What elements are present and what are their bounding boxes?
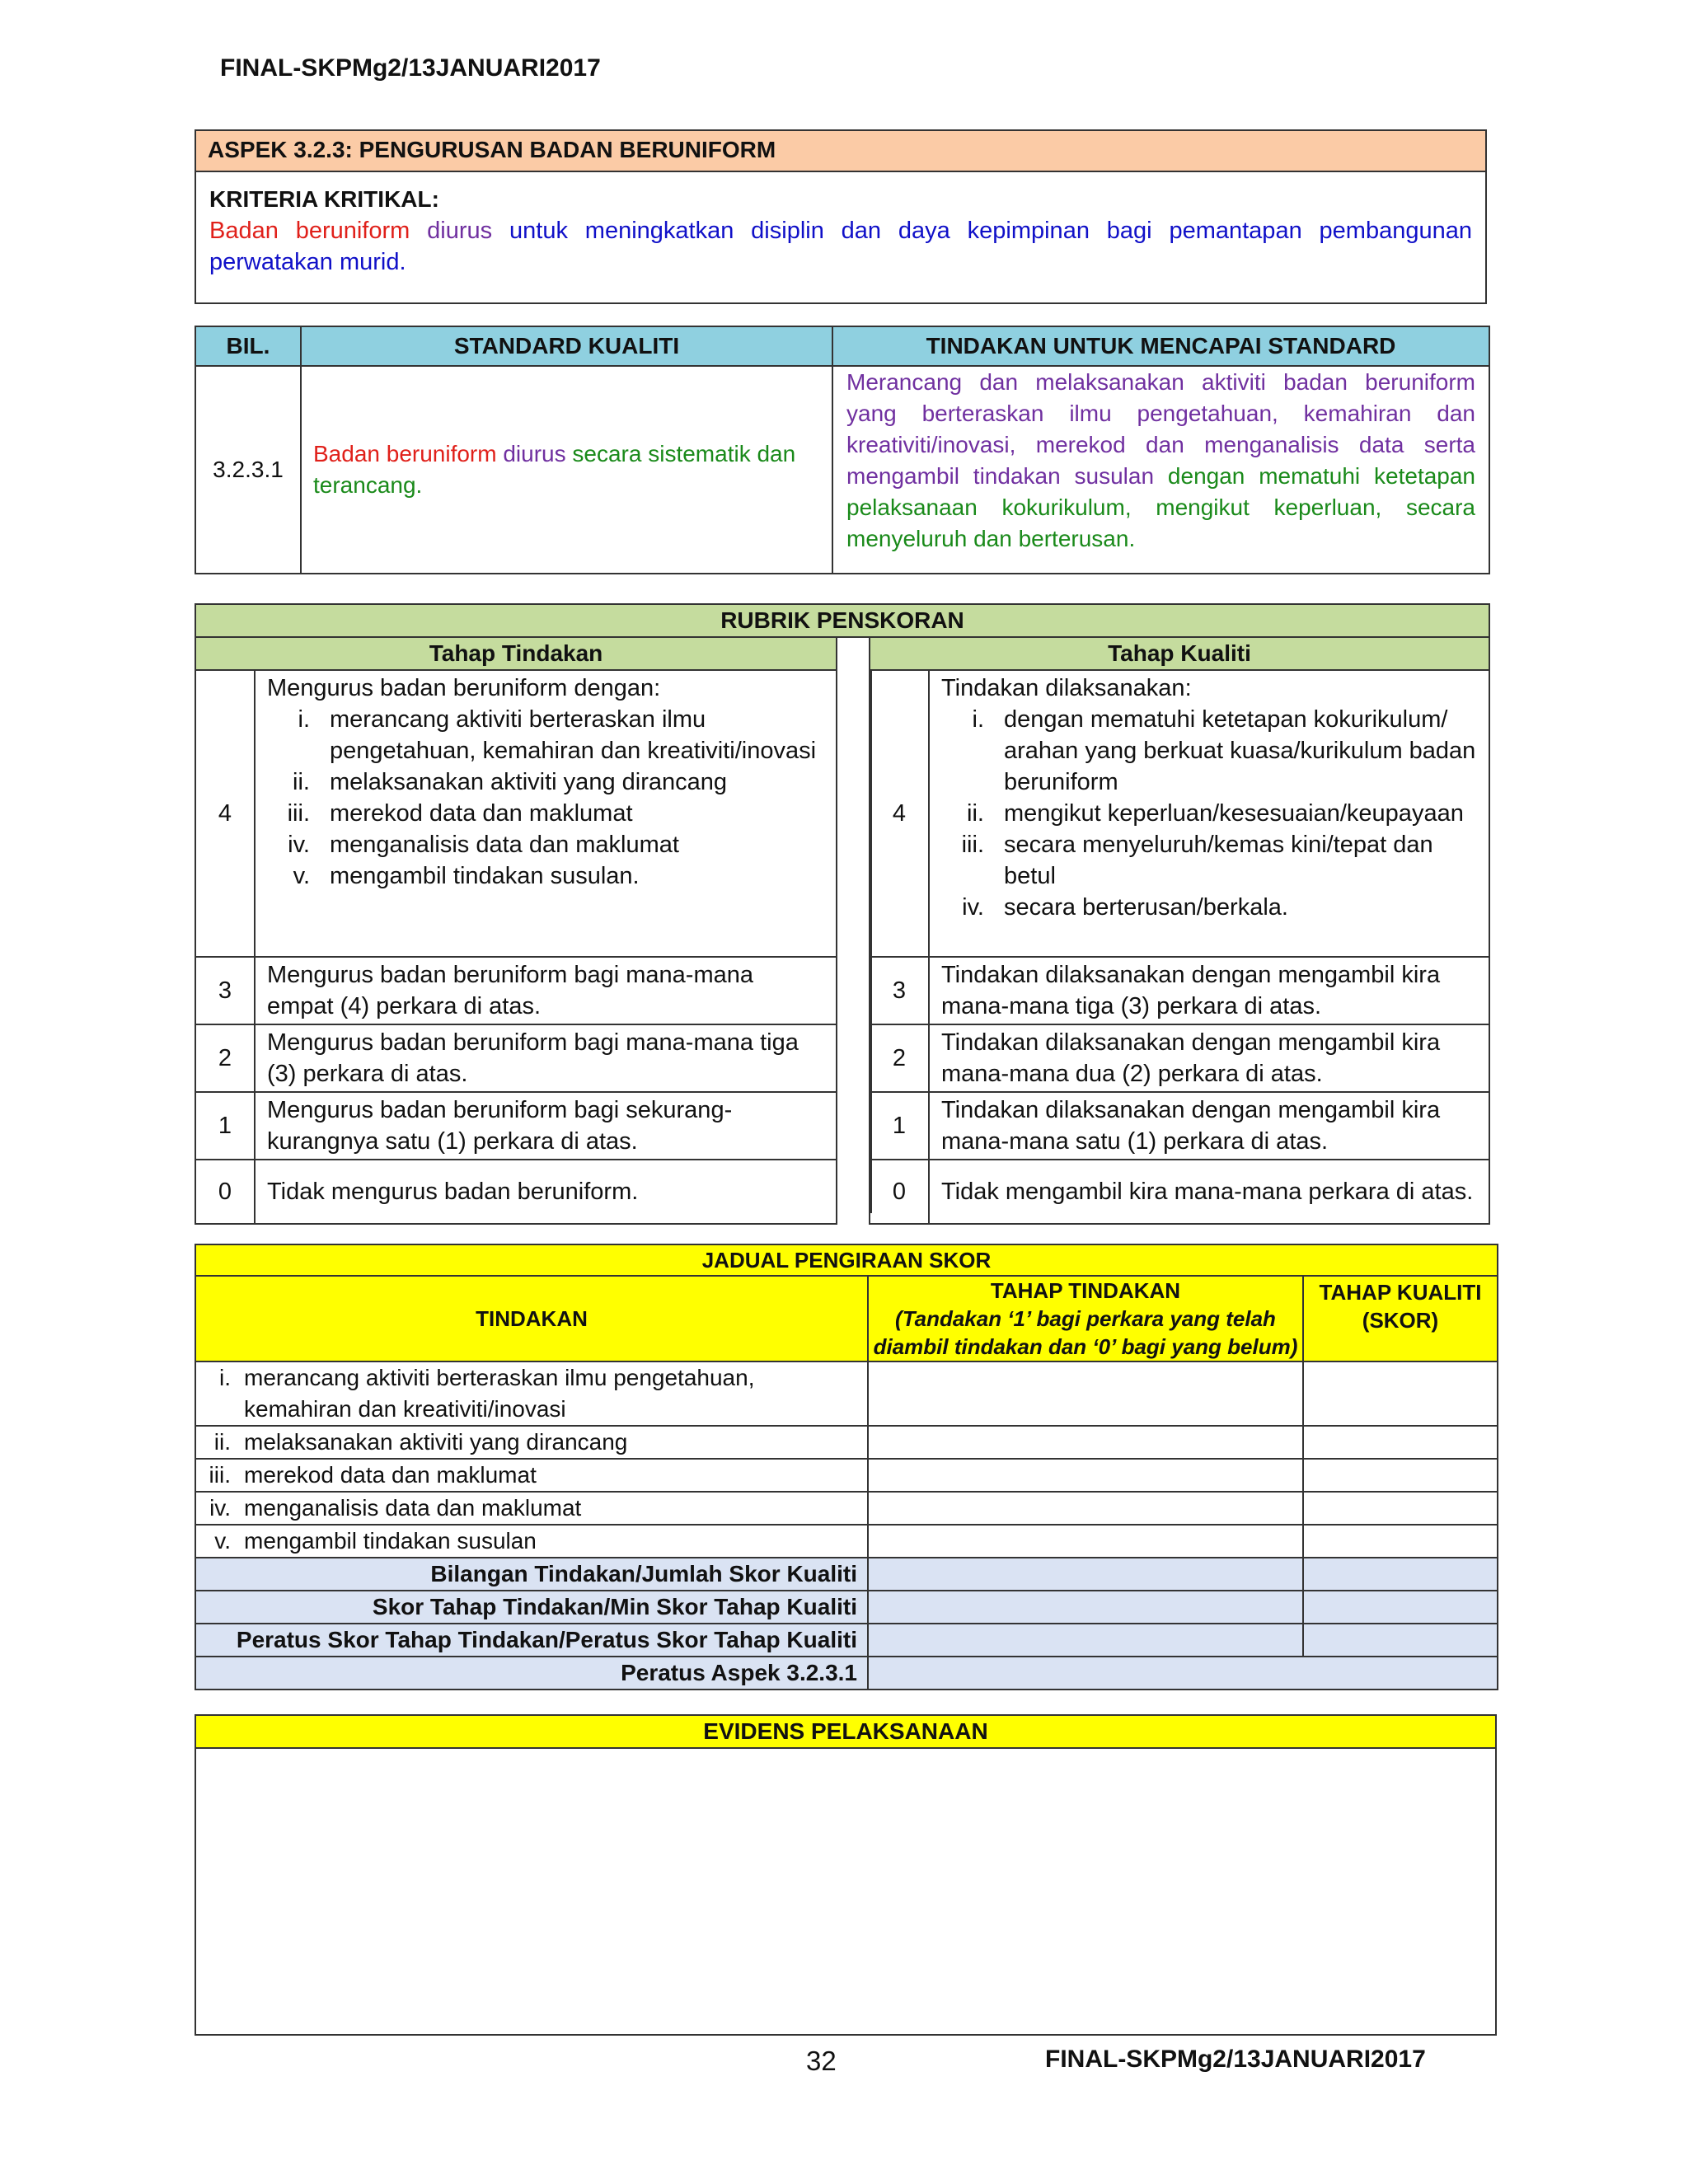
rubrik-list-item: iii. merekod data dan maklumat xyxy=(287,800,633,827)
tahap-kualiti-header: Tahap Kualiti xyxy=(870,637,1489,670)
document-header: FINAL-SKPMg2/13JANUARI2017 xyxy=(220,54,601,82)
score-cell[interactable] xyxy=(868,1361,1303,1426)
tahap-tindakan-header: Tahap Tindakan xyxy=(195,637,837,670)
score-cell[interactable] xyxy=(868,1591,1303,1624)
tindakan-text: Merancang dan melaksanakan aktiviti badan beruniform yang berteraskan ilmu pengetahuan, kemahiran dan kreativiti/inovasi, merekod dan menganalisis data serta mengambil tindakan susulan dengan mematuhi ketetapan pelaksanaan kokurikulum, mengikut keperluan, secara menyeluruh dan berterusan. xyxy=(832,366,1489,574)
document-footer: FINAL-SKPMg2/13JANUARI2017 xyxy=(1045,2046,1426,2073)
table-row: ii. melaksanakan aktiviti yang dirancang xyxy=(195,1426,1498,1459)
rubrik-gap xyxy=(836,668,872,1213)
score-cell[interactable] xyxy=(1303,1525,1498,1558)
tindakan-level-3: Mengurus badan beruniform bagi mana-mana empat (4) perkara di atas. xyxy=(255,957,837,1024)
score-cell[interactable] xyxy=(1303,1591,1498,1624)
aspek-box xyxy=(195,129,1487,304)
rubrik-list-item: ii. melaksanakan aktiviti yang dirancang xyxy=(293,769,727,795)
table-row: iv. menganalisis data dan maklumat xyxy=(195,1492,1498,1525)
rubrik-list-item: iv. secara berterusan/berkala. xyxy=(962,894,1288,921)
score-cell[interactable] xyxy=(868,1459,1303,1492)
rubrik-list-item: i. dengan mematuhi ketetapan kokurikulum/ arahan yang berkuat kuasa/kurikulum badan beruniform xyxy=(972,706,1476,795)
evidens-box xyxy=(195,1714,1497,2036)
rubrik-list-item: v. mengambil tindakan susulan. xyxy=(293,863,640,889)
jadual-title: JADUAL PENGIRAAN SKOR xyxy=(195,1244,1498,1276)
rubrik-list-item: ii. mengikut keperluan/kesesuaian/keupayaan xyxy=(967,800,1464,827)
rubrik-title: RUBRIK PENSKORAN xyxy=(195,603,1490,638)
score-cell[interactable] xyxy=(1303,1459,1498,1492)
kualiti-level-3: Tindakan dilaksanakan dengan mengambil kira mana-mana tiga (3) perkara di atas. xyxy=(929,957,1489,1024)
standard-kualiti-text: Badan beruniform diurus secara sistematik dan terancang. xyxy=(301,366,832,574)
rubrik-tahap-kualiti: Tahap Kualiti 4 Tindakan dilaksanakan: i. dengan mematuhi ketetapan kokurikulum/ arahan yang berkuat kuasa/kurikulum badan beruniform ii. mengikut keperluan/kesesuaian/keupayaan iii. secara menyeluruh/kemas kini/tepat dan betul iv. secara berterusan/berkala. 3 Tindakan dilaksanakan dengan mengambil kira mana-mana tiga (3) perkara di atas. 2 Tindakan dilaksanakan dengan mengambil kira mana-mana dua (2) perkara di atas. 1 Tindakan dilaksanakan dengan mengambil kira mana-mana satu (1) perkara di atas. 0 Tidak mengambil kira mana-mana perkara di atas. xyxy=(869,636,1490,1225)
table-row: iii. merekod data dan maklumat xyxy=(195,1459,1498,1492)
kriteria-text: Badan beruniform diurus untuk meningkatkan disiplin dan daya kepimpinan bagi pemantapan pembangunan perwatakan murid. xyxy=(209,218,1472,275)
col-tahap-tindakan: TAHAP TINDAKAN (Tandakan ‘1’ bagi perkara yang telah diambil tindakan dan ‘0’ bagi yang belum) xyxy=(868,1276,1303,1361)
score-cell[interactable] xyxy=(868,1624,1303,1657)
score-cell[interactable] xyxy=(868,1426,1303,1459)
score-cell[interactable] xyxy=(868,1525,1303,1558)
peratus-aspek-label: Peratus Aspek 3.2.3.1 xyxy=(195,1657,868,1690)
table-row: i. merancang aktiviti berteraskan ilmu pengetahuan, kemahiran dan kreativiti/inovasi xyxy=(195,1361,1498,1426)
score-cell[interactable] xyxy=(1303,1558,1498,1591)
tindakan-level-1: Mengurus badan beruniform bagi sekurang-kurangnya satu (1) perkara di atas. xyxy=(255,1092,837,1160)
rubrik-tahap-tindakan: Tahap Tindakan 4 Mengurus badan beruniform dengan: i. merancang aktiviti berteraskan ilmu pengetahuan, kemahiran dan kreativiti/inovasi ii. melaksanakan aktiviti yang dirancang iii. merekod data dan maklumat iv. menganalisis data dan maklumat v. mengambil tindakan susulan. 3 Mengurus badan beruniform bagi mana-mana empat (4) perkara di atas. 2 Mengurus badan beruniform bagi mana-mana tiga (3) perkara di atas. 1 Mengurus badan beruniform bagi sekurang-kurangnya satu (1) perkara di atas. 0 Tidak mengurus badan beruniform. xyxy=(195,636,837,1225)
col-standard-kualiti: STANDARD KUALITI xyxy=(301,326,832,366)
peratus-aspek-cell[interactable] xyxy=(868,1657,1498,1690)
jadual-pengiraan-skor: JADUAL PENGIRAAN SKOR TINDAKAN TAHAP TINDAKAN (Tandakan ‘1’ bagi perkara yang telah diambil tindakan dan ‘0’ bagi yang belum) TAHAP KUALITI (SKOR) i. merancang aktiviti berteraskan ilmu pengetahuan, kemahiran dan kreativiti/inovasi ii. melaksanakan aktiviti yang dirancang iii. merekod data dan maklumat iv. menganalisis data dan maklumat v. mengambil tindakan susulan Bilangan Tindakan/Jumlah Skor Kualiti Skor Tahap Tindakan/Min Skor Tahap Kualiti Peratus Skor Tahap Tindakan/Peratus Skor Tahap Kualiti Peratus Aspek 3.2.3.1 xyxy=(195,1244,1498,1690)
tindakan-level-0: Tidak mengurus badan beruniform. xyxy=(255,1160,837,1224)
tindakan-level-2: Mengurus badan beruniform bagi mana-mana tiga (3) perkara di atas. xyxy=(255,1024,837,1092)
score-cell[interactable] xyxy=(1303,1492,1498,1525)
standard-table xyxy=(195,326,1490,574)
score-cell[interactable] xyxy=(1303,1624,1498,1657)
evidens-title: EVIDENS PELAKSANAAN xyxy=(195,1715,1496,1748)
kualiti-level-4: Tindakan dilaksanakan: i. dengan mematuhi ketetapan kokurikulum/ arahan yang berkuat kuasa/kurikulum badan beruniform ii. mengikut keperluan/kesesuaian/keupayaan iii. secara menyeluruh/kemas kini/tepat dan betul iv. secara berterusan/berkala. xyxy=(929,670,1489,957)
rubrik-list-item: iv. menganalisis data dan maklumat xyxy=(288,832,679,858)
score-cell[interactable] xyxy=(868,1558,1303,1591)
page-number: 32 xyxy=(806,2046,837,2076)
kualiti-level-2: Tindakan dilaksanakan dengan mengambil kira mana-mana dua (2) perkara di atas. xyxy=(929,1024,1489,1092)
score-cell[interactable] xyxy=(1303,1426,1498,1459)
rubrik-list-item: i. merancang aktiviti berteraskan ilmu pengetahuan, kemahiran dan kreativiti/inovasi xyxy=(298,706,817,764)
bil-value: 3.2.3.1 xyxy=(195,366,301,574)
col-bil: BIL. xyxy=(195,326,301,366)
aspek-title: ASPEK 3.2.3: PENGURUSAN BADAN BERUNIFORM xyxy=(195,130,1486,171)
score-cell[interactable] xyxy=(1303,1361,1498,1426)
kriteria-label: KRITERIA KRITIKAL: xyxy=(209,186,439,212)
kualiti-level-1: Tindakan dilaksanakan dengan mengambil kira mana-mana satu (1) perkara di atas. xyxy=(929,1092,1489,1160)
score-cell[interactable] xyxy=(868,1492,1303,1525)
rubrik-list-item: iii. secara menyeluruh/kemas kini/tepat dan betul xyxy=(961,832,1433,889)
col-tindakan: TINDAKAN UNTUK MENCAPAI STANDARD xyxy=(832,326,1489,366)
col-tindakan-label: TINDAKAN xyxy=(195,1276,868,1361)
evidens-area[interactable] xyxy=(195,1748,1496,2035)
tindakan-level-4: Mengurus badan beruniform dengan: i. merancang aktiviti berteraskan ilmu pengetahuan, kemahiran dan kreativiti/inovasi ii. melaksanakan aktiviti yang dirancang iii. merekod data dan maklumat iv. menganalisis data dan maklumat v. mengambil tindakan susulan. xyxy=(255,670,837,957)
table-row: v. mengambil tindakan susulan xyxy=(195,1525,1498,1558)
kualiti-level-0: Tidak mengambil kira mana-mana perkara di atas. xyxy=(929,1160,1489,1224)
col-tahap-kualiti: TAHAP KUALITI (SKOR) xyxy=(1303,1276,1498,1361)
